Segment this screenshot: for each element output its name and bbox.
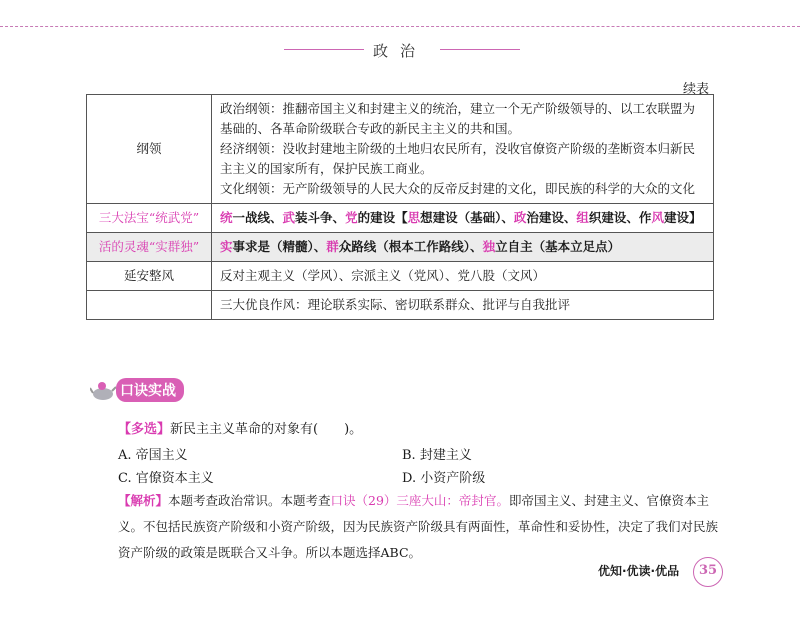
table-row: [87, 233, 714, 262]
row-content: 反对主观主义（学风）、宗派主义（党风）、党八股（文风）: [212, 262, 714, 291]
question-text: 新民主主义革命的对象有( )。: [170, 422, 363, 437]
row-text-segment: 一战线、: [232, 210, 283, 225]
row-text-segment: 的建设【: [357, 210, 408, 225]
row-key: 活的灵魂“实群独”: [87, 233, 212, 262]
program-line-economic: 经济纲领：没收封建地主阶级的土地归农民所有，没收官僚资产阶级的垄断资本归新民主主义的国家所有，保护民族工商业。: [220, 141, 696, 176]
mnemonic-char: 实: [220, 239, 233, 254]
analysis-mnemonic: 口诀（29）三座大山：帝封官。: [330, 493, 509, 508]
section-title: [90, 378, 184, 402]
page-header: 政治: [372, 42, 427, 60]
analysis-intro: 本题考查政治常识。本题考查: [168, 493, 331, 508]
row-text-segment: 装斗争、: [295, 210, 346, 225]
row-key: 延安整风: [87, 262, 212, 291]
table-row: [87, 204, 714, 233]
row-text-segment: 事求是（精髓）、: [232, 239, 327, 254]
continued-table-label: 续表: [682, 82, 709, 97]
row-text-segment: 众路线（根本工作路线）、: [338, 239, 483, 254]
program-line-political: 政治纲领：推翻帝国主义和封建主义的统治，建立一个无产阶级领导的、以工农联盟为基础的、各革命阶级联合专政的新民主主义的共和国。: [220, 101, 696, 136]
question-stem: [118, 418, 362, 437]
row-content: [212, 95, 714, 204]
mnemonic-char: 独: [482, 239, 496, 254]
program-line-cultural: 文化纲领：无产阶级领导的人民大众的反帝反封建的文化，即民族的科学的大众的文化: [220, 181, 696, 196]
row-content: 三大优良作风：理论联系实际、密切联系群众、批评与自我批评: [212, 291, 714, 320]
table-row: [87, 95, 714, 204]
teapot-icon: [90, 379, 116, 401]
row-key: 三大法宝“统武党”: [87, 204, 212, 233]
summary-table: [86, 94, 714, 320]
mnemonic-char: 政: [513, 210, 527, 225]
mnemonic-char: 统: [220, 210, 233, 225]
mnemonic-char: 群: [326, 239, 339, 254]
table-row: [87, 291, 714, 320]
row-text-segment: 立自主（基本立足点）: [495, 239, 621, 254]
analysis-tag: 【解析】: [118, 493, 169, 508]
row-text-segment: 织建设、作: [588, 210, 652, 225]
row-text-segment: 建设】: [663, 210, 702, 225]
header-rule-right: [440, 49, 520, 50]
option-d: D. 小资产阶级: [402, 471, 486, 486]
mnemonic-char: 组: [576, 210, 589, 225]
row-text-segment: 想建设（基础）、: [420, 210, 514, 225]
table-row: [87, 262, 714, 291]
question-tag: 【多选】: [118, 422, 171, 437]
section-title-label: 口诀实战: [116, 378, 184, 402]
option-b: B. 封建主义: [402, 448, 472, 463]
mnemonic-char: 武: [282, 210, 296, 225]
page-number: 35: [693, 557, 723, 587]
analysis-body: 即帝国主义、封建主义、官僚资本主义。不包括民族资产阶级和小资产阶级，因为民族资产阶级具有两面性，革命性和妥协性，决定了我们对民族资产阶级的政策是既联合又斗争。所以本题选择ABC。: [118, 493, 719, 560]
row-text-segment: 治建设、: [526, 210, 577, 225]
option-a: A. 帝国主义: [118, 448, 188, 463]
row-content: [212, 233, 714, 262]
row-key: [87, 291, 212, 320]
row-key: 纲领: [87, 95, 212, 204]
top-dashed-border: [0, 26, 800, 27]
row-content: [212, 204, 714, 233]
option-c: C. 官僚资本主义: [118, 471, 214, 486]
mnemonic-char: 风: [651, 210, 664, 225]
analysis-paragraph: [118, 488, 718, 566]
footer-slogan: 优知·优读·优品: [598, 564, 680, 578]
mnemonic-char: 思: [407, 210, 421, 225]
mnemonic-char: 党: [345, 210, 358, 225]
